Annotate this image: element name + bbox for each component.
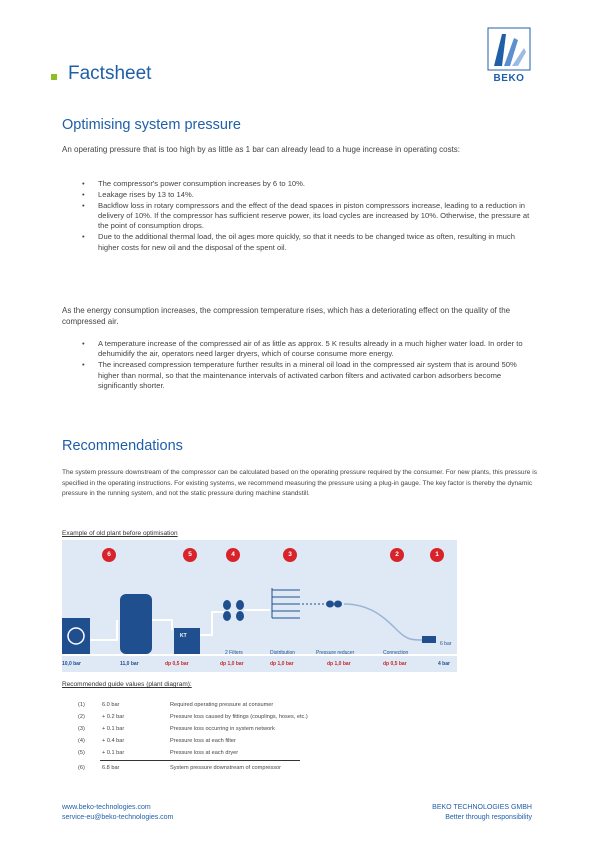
guide-value: + 0.1 bar bbox=[102, 750, 125, 756]
filters-label: 2 Filters bbox=[225, 650, 243, 656]
badge-1: 1 bbox=[430, 548, 444, 562]
footer-url[interactable]: www.beko-technologies.com bbox=[62, 804, 151, 811]
list-item: • Backflow loss in rotary compressors and the effect of the dead spaces in piston compressors increase, leading to a reduction in delivery of 10%. If the compressor has sufficient reserve power, its load cycles are increased by 10%. Otherwise, the pressure at the point of consumption drops. bbox=[80, 201, 535, 232]
badge-6: 6 bbox=[102, 548, 116, 562]
guide-text: System pressure downstream of compressor bbox=[170, 765, 281, 771]
footer-company: BEKO TECHNOLOGIES GMBH bbox=[432, 804, 532, 811]
guide-num: (1) bbox=[78, 702, 85, 708]
dryer-label: KT bbox=[180, 633, 187, 639]
footer-company-block bbox=[432, 803, 532, 823]
footer-email[interactable]: service-eu@beko-technologies.com bbox=[62, 814, 174, 821]
guide-text: Pressure loss at each filter bbox=[170, 738, 236, 744]
guide-sum-line bbox=[100, 760, 300, 761]
value-compressor: 10,0 bar bbox=[62, 661, 81, 667]
guide-text: Pressure loss occurring in system network bbox=[170, 726, 275, 732]
list-item: • A temperature increase of the compressed air of as little as approx. 5 K results already in a much higher water load. In order to dehumidify the air, operators need larger dryers, which of course consume more energy. bbox=[80, 339, 535, 360]
page-title: Factsheet bbox=[68, 63, 152, 84]
logo-text: BEKO bbox=[493, 73, 525, 84]
section-title-optimising: Optimising system pressure bbox=[62, 117, 241, 133]
beko-logo bbox=[484, 26, 534, 84]
diagram-caption: Example of old plant before optimisation bbox=[62, 530, 178, 537]
value-dryer: dp 0,5 bar bbox=[165, 661, 189, 667]
guide-num: (6) bbox=[78, 765, 85, 771]
temperature-paragraph: As the energy consumption increases, the compression temperature rises, which has a deteriorating effect on the quality of the compressed air. bbox=[62, 306, 511, 326]
guide-value: + 0.2 bar bbox=[102, 714, 125, 720]
value-receiver: 11,0 bar bbox=[120, 661, 139, 667]
guide-value: + 0.1 bar bbox=[102, 726, 125, 732]
beko-logo-icon bbox=[484, 26, 534, 72]
list-item: • Due to the additional thermal load, the oil ages more quickly, so that it needs to be changed twice as often, resulting in much higher costs for new oil and the disposal of the spent oil. bbox=[80, 232, 535, 253]
badge-5: 5 bbox=[183, 548, 197, 562]
pressure-reducer-label: Pressure reducer bbox=[316, 650, 355, 656]
list-item: • The compressor's power consumption increases by 6 to 10%. bbox=[80, 179, 535, 189]
badge-3: 3 bbox=[283, 548, 297, 562]
value-pressure-reducer: dp 1,0 bar bbox=[327, 661, 351, 667]
guide-text: Pressure loss caused by fittings (couplings, hoses, etc.) bbox=[170, 714, 308, 720]
consumer-label: 6 bar bbox=[440, 641, 452, 647]
guide-value: 6.8 bar bbox=[102, 765, 120, 771]
value-connection: dp 0,5 bar bbox=[383, 661, 407, 667]
temperature-bullets bbox=[80, 339, 535, 392]
intro-paragraph: An operating pressure that is too high by as little as 1 bar can already lead to a huge increase in operating costs: bbox=[62, 145, 461, 154]
guide-value: + 0.4 bar bbox=[102, 738, 125, 744]
footer-contact bbox=[62, 803, 173, 823]
guide-num: (3) bbox=[78, 726, 85, 732]
list-item: • The increased compression temperature further results in a mineral oil load in the compressed air system that is around 50% higher than normal, so that the maintenance intervals of activated carbon filters and activated carbon adsorbers become significantly shorter. bbox=[80, 360, 535, 391]
footer-slogan: Better through responsibility bbox=[445, 814, 532, 821]
cost-bullets bbox=[80, 179, 535, 253]
guide-num: (5) bbox=[78, 750, 85, 756]
recommendations-paragraph: The system pressure downstream of the compressor can be calculated based on the operating pressure required by the consumer. For new plants, this pressure is specified in the operating instructions. For existing systems, we recommend measuring the pressure using a plug-in gauge. The key factor is thereby the dynamic pressure in the running system, and not the static pressure during machine standstill. bbox=[62, 469, 537, 497]
guide-num: (2) bbox=[78, 714, 85, 720]
guide-text: Required operating pressure at consumer bbox=[170, 702, 274, 708]
badge-4: 4 bbox=[226, 548, 240, 562]
connection-label: Connection bbox=[383, 650, 409, 656]
value-filters: dp 1,0 bar bbox=[220, 661, 244, 667]
badge-2: 2 bbox=[390, 548, 404, 562]
value-consumer: 4 bar bbox=[438, 661, 450, 667]
guide-num: (4) bbox=[78, 738, 85, 744]
guide-value: 6.0 bar bbox=[102, 702, 120, 708]
header-bullet bbox=[51, 74, 57, 80]
list-item: • Leakage rises by 13 to 14%. bbox=[80, 190, 535, 200]
section-title-recommendations: Recommendations bbox=[62, 438, 183, 454]
guide-caption: Recommended guide values (plant diagram): bbox=[62, 681, 192, 688]
value-distribution: dp 1,0 bar bbox=[270, 661, 294, 667]
distribution-label: Distribution bbox=[270, 650, 296, 656]
guide-text: Pressure loss at each dryer bbox=[170, 750, 239, 756]
